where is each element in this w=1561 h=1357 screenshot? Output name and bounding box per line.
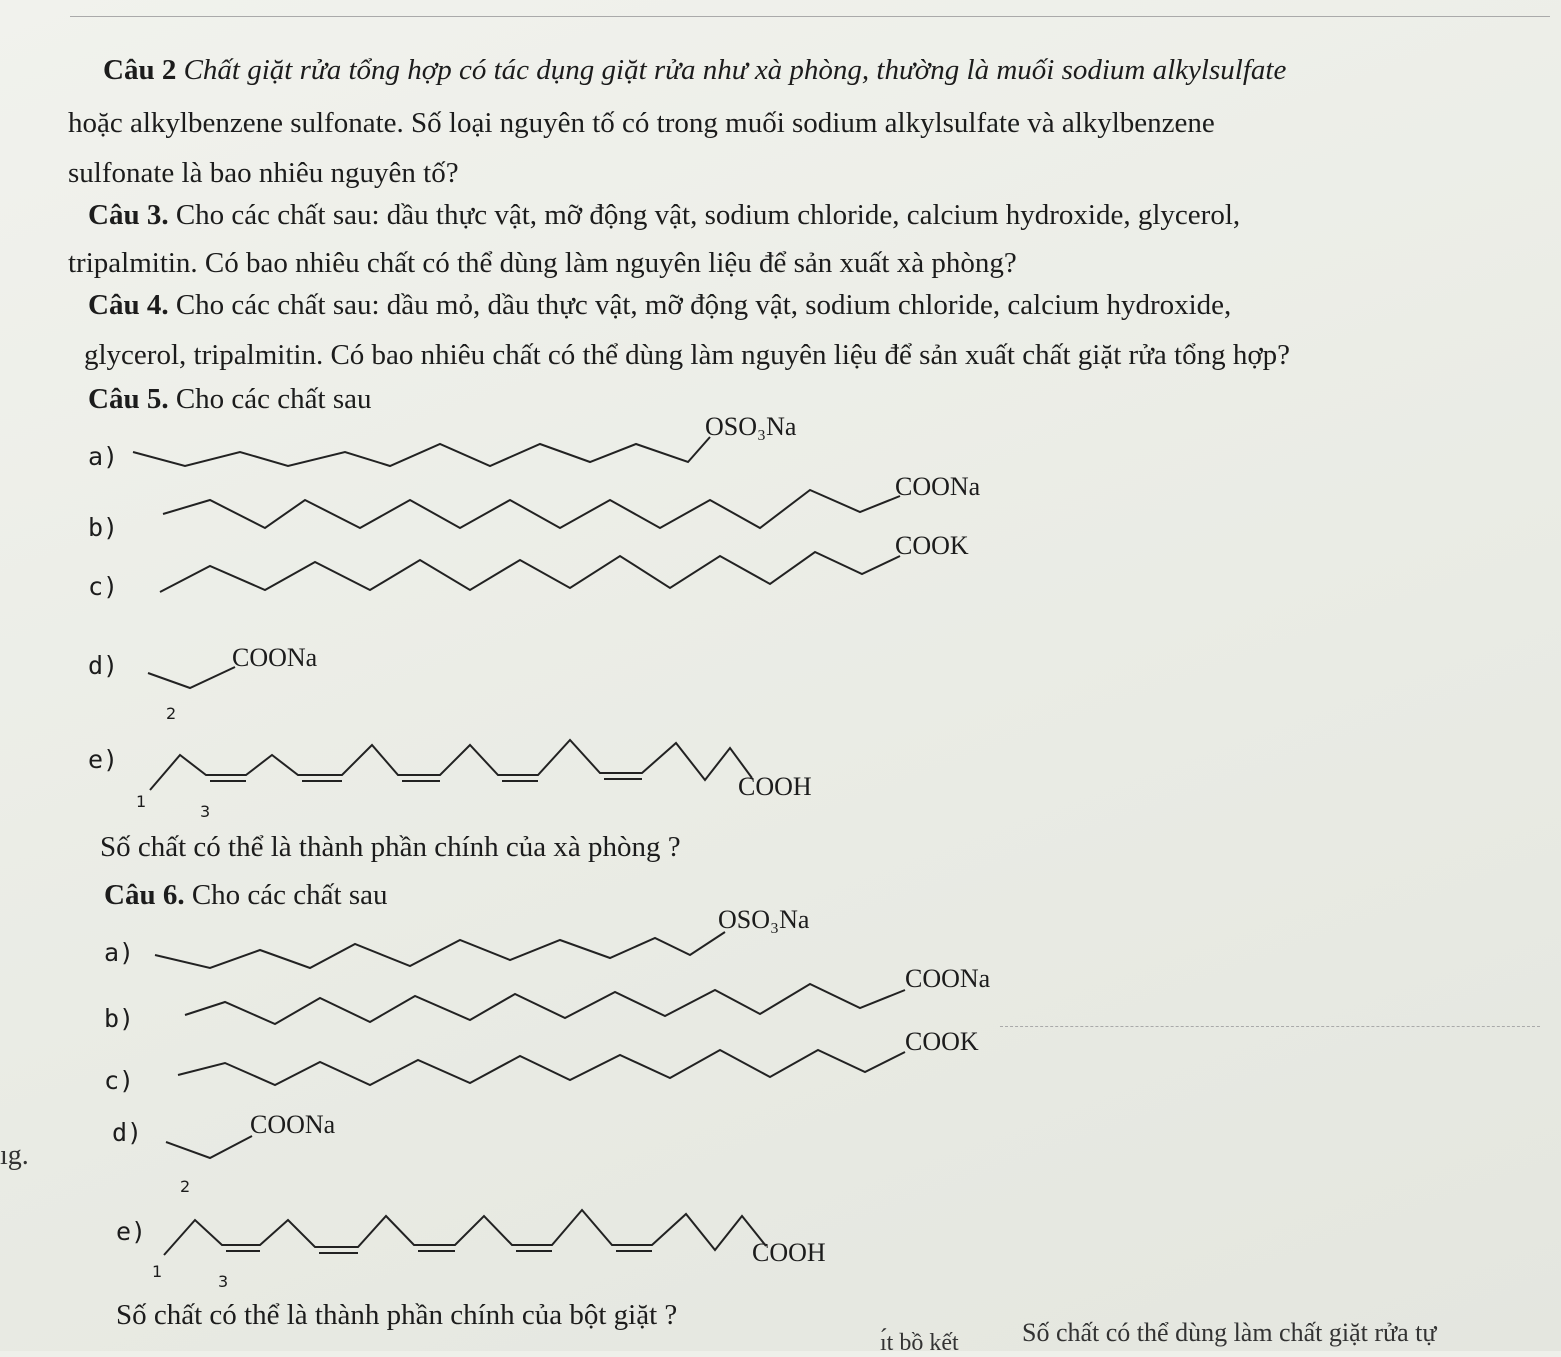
q6-intro: Cho các chất sau	[191, 879, 388, 911]
q5-chain-e	[150, 740, 752, 790]
q6-label: Câu 6.	[104, 879, 185, 911]
q3-label: Câu 3.	[88, 199, 169, 231]
q5-intro: Cho các chất sau	[175, 383, 372, 415]
q2-line2: hoặc alkylbenzene sulfonate. Số loại nguyên tố có trong muối sodium alkylsulfate và alkylbenzene	[68, 107, 1215, 139]
q5-chain-b	[163, 490, 900, 528]
q5-item-d: d)	[88, 651, 119, 680]
q5-carbon-3: 3	[200, 802, 211, 821]
q6-chain-a	[155, 932, 725, 968]
q2-label: Câu 2	[103, 54, 177, 86]
q6-group-d: COONa	[250, 1110, 336, 1139]
q4-label: Câu 4.	[88, 289, 169, 321]
q6-chain-e	[164, 1210, 766, 1255]
q6-group-e: COOH	[752, 1238, 826, 1267]
q5-item-b: b)	[88, 513, 119, 542]
q6-item-e: e)	[116, 1217, 147, 1246]
q6-item-c: c)	[104, 1066, 135, 1095]
q6-group-c: COOK	[905, 1027, 979, 1056]
q5-group-c: COOK	[895, 531, 969, 560]
q5-question: Số chất có thể là thành phần chính của xà phòng ?	[100, 831, 681, 863]
q5-group-b: COONa	[895, 472, 981, 501]
bottom-fragment-left: ı́t bồ kết	[880, 1330, 959, 1356]
q6-group-b: COONa	[905, 964, 991, 993]
q4-line2: glycerol, tripalmitin. Có bao nhiêu chất có thể dùng làm nguyên liệu để sản xuất chất giặt rửa tổng hợp?	[84, 339, 1291, 371]
q5-carbon-2: 2	[166, 704, 177, 723]
q6-item-d: d)	[112, 1118, 143, 1147]
q5-item-c: c)	[88, 572, 119, 601]
q6-group-a: OSO₃Na	[718, 905, 810, 934]
q5-item-e: e)	[88, 745, 119, 774]
q6-carbon-2: 2	[180, 1177, 191, 1196]
q6-question: Số chất có thể là thành phần chính của bột giặt ?	[116, 1299, 678, 1331]
q6-item-b: b)	[104, 1004, 135, 1033]
q6-carbon-3: 3	[218, 1272, 229, 1291]
q2-text-1: Chất giặt rửa tổng hợp có tác dụng giặt rửa như xà phòng, thường là muối sodium alkylsulfate	[183, 54, 1287, 86]
q5-carbon-1: 1	[136, 792, 147, 811]
q6-chain-c	[178, 1050, 905, 1085]
q5-chain-a	[133, 437, 710, 466]
q3-text-1: Cho các chất sau: dầu thực vật, mỡ động vật, sodium chloride, calcium hydroxide, glycerol,	[175, 199, 1241, 231]
q5-group-a: OSO₃Na	[705, 412, 797, 441]
q3-line2: tripalmitin. Có bao nhiêu chất có thể dùng làm nguyên liệu để sản xuất xà phòng?	[68, 247, 1017, 279]
q2-line3: sulfonate là bao nhiêu nguyên tố?	[68, 157, 459, 189]
q6-chain-b	[185, 984, 905, 1024]
q5-group-d: COONa	[232, 643, 318, 672]
q5-group-e: COOH	[738, 772, 812, 801]
margin-fragment: ıg.	[0, 1140, 29, 1171]
q5-item-a: a)	[88, 442, 119, 471]
q6-chain-d	[166, 1136, 252, 1158]
q6-item-a: a)	[104, 938, 135, 967]
q5-chain-d	[148, 667, 235, 688]
bottom-fragment-right: Số chất có thể dùng làm chất giặt rửa tự	[1022, 1318, 1437, 1347]
q5-chain-c	[160, 552, 900, 592]
q6-carbon-1: 1	[152, 1262, 163, 1281]
q4-text-1: Cho các chất sau: dầu mỏ, dầu thực vật, mỡ động vật, sodium chloride, calcium hydroxide,	[175, 289, 1232, 321]
q5-label: Câu 5.	[88, 383, 169, 415]
